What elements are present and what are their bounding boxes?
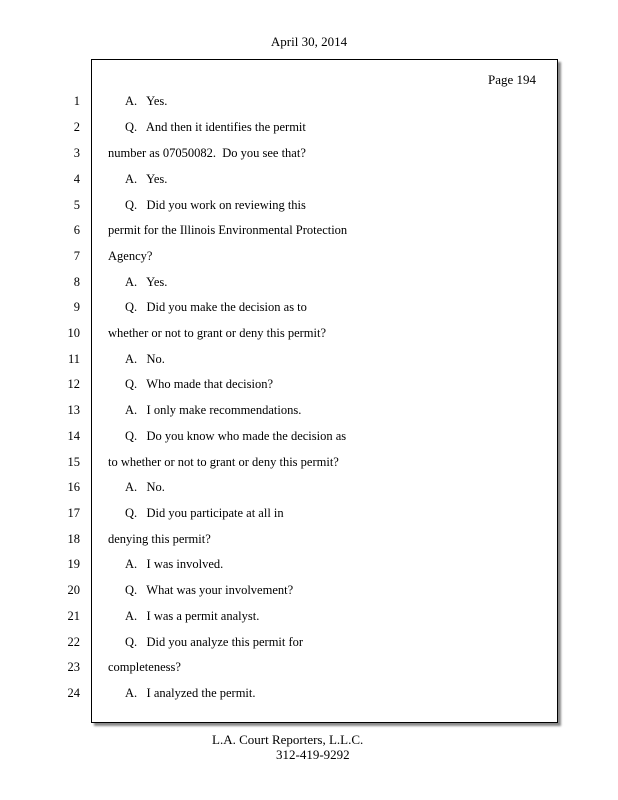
line-number: 20	[67, 583, 80, 597]
line-number: 22	[67, 635, 80, 649]
line-number: 7	[73, 249, 80, 263]
line-number: 14	[67, 429, 80, 443]
transcript-line: A. Yes.	[125, 275, 168, 289]
transcript-line: permit for the Illinois Environmental Protection	[108, 223, 348, 237]
line-number: 1	[73, 94, 80, 108]
line-number: 10	[67, 326, 80, 340]
court-reporter-company: L.A. Court Reporters, L.L.C.	[212, 732, 364, 747]
transcript-line: Q. Did you make the decision as to	[125, 300, 307, 314]
transcript-line: A. I only make recommendations.	[125, 403, 302, 417]
line-number: 17	[67, 506, 80, 520]
transcript-line: Agency?	[108, 249, 153, 263]
transcript-date: April 30, 2014	[270, 34, 348, 49]
transcript-line: A. I was involved.	[125, 557, 224, 571]
reporter-footer	[212, 732, 363, 762]
court-reporter-phone: 312-419-9292	[276, 747, 350, 762]
line-number: 11	[67, 352, 80, 366]
line-number: 2	[73, 120, 80, 134]
transcript-line: number as 07050082. Do you see that?	[108, 146, 306, 160]
line-number: 16	[67, 480, 80, 494]
transcript-line: A. Yes.	[125, 172, 168, 186]
transcript-line: Q. Did you work on reviewing this	[125, 198, 306, 212]
transcript-line: Q. Who made that decision?	[125, 377, 273, 391]
transcript-line: A. Yes.	[125, 94, 168, 108]
line-number: 9	[73, 300, 80, 314]
transcript-line: A. I was a permit analyst.	[125, 609, 260, 623]
line-number: 12	[67, 377, 80, 391]
line-number: 4	[73, 172, 80, 186]
line-number: 13	[67, 403, 80, 417]
transcript-line: Q. Did you participate at all in	[125, 506, 284, 520]
transcript-line: denying this permit?	[108, 532, 211, 546]
line-number: 24	[67, 686, 80, 700]
transcript-line: A. No.	[125, 352, 165, 366]
transcript-line: whether or not to grant or deny this permit?	[108, 326, 326, 340]
line-number: 15	[67, 455, 80, 469]
line-number: 21	[67, 609, 80, 623]
transcript-line: to whether or not to grant or deny this permit?	[108, 455, 339, 469]
transcript-line: Q. Do you know who made the decision as	[125, 429, 347, 443]
line-number: 19	[67, 557, 80, 571]
transcript-line: Q. And then it identifies the permit	[125, 120, 306, 134]
transcript-line: Q. What was your involvement?	[125, 583, 294, 597]
line-number: 18	[67, 532, 80, 546]
line-number: 23	[67, 660, 80, 674]
line-number: 6	[73, 223, 80, 237]
page-number: Page 194	[487, 72, 536, 87]
line-number: 5	[73, 198, 80, 212]
transcript-line: A. No.	[125, 480, 165, 494]
transcript-line: A. I analyzed the permit.	[125, 686, 256, 700]
line-number: 8	[73, 275, 80, 289]
transcript-line: completeness?	[108, 660, 181, 674]
transcript-line: Q. Did you analyze this permit for	[125, 635, 304, 649]
line-number: 3	[73, 146, 80, 160]
